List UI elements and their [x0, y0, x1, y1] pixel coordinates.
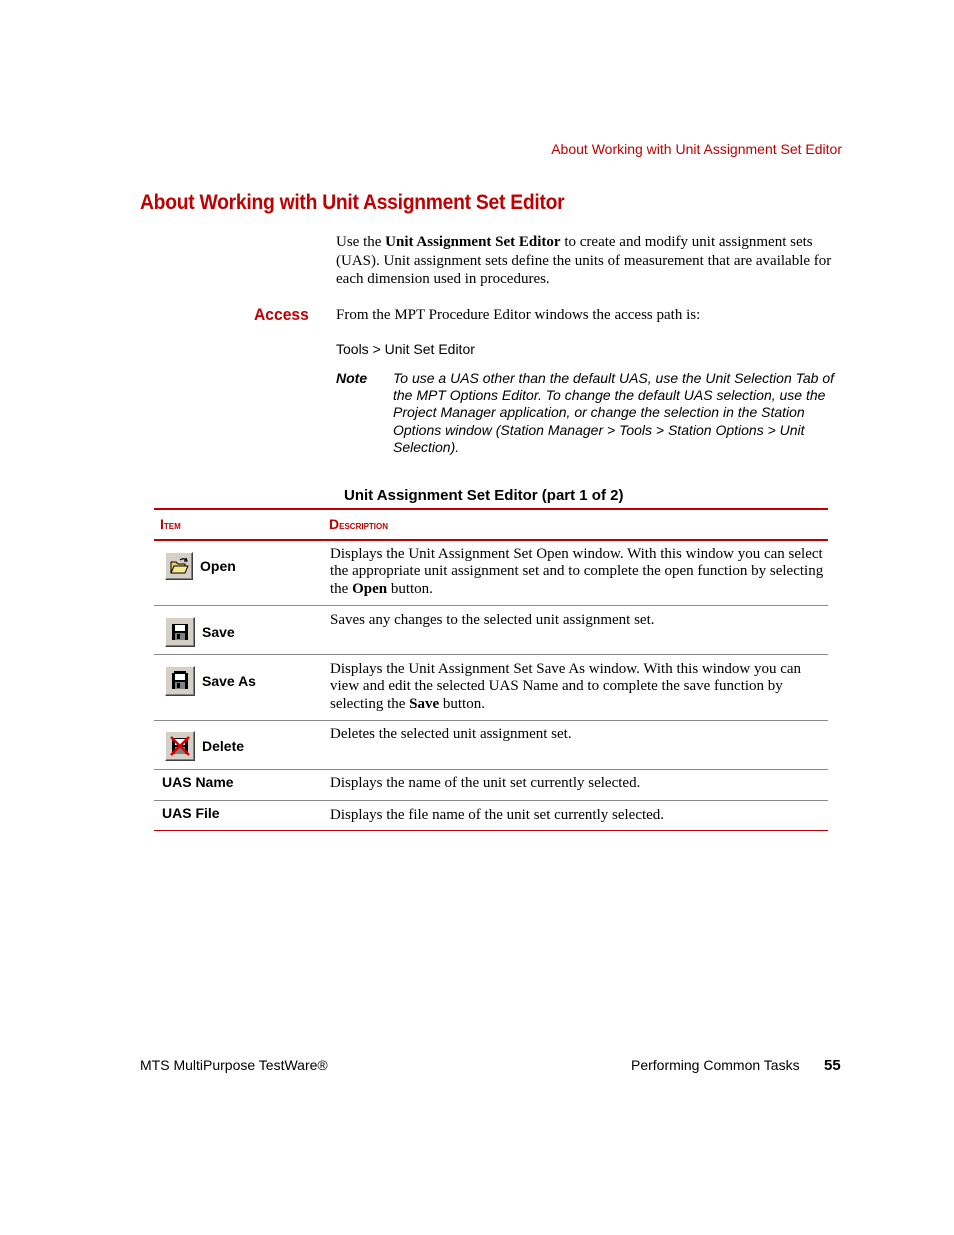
row-divider	[154, 654, 828, 655]
access-heading: Access	[254, 305, 309, 324]
item-open-description	[330, 546, 825, 598]
page-number: 55	[824, 1057, 841, 1074]
item-save-description: Saves any changes to the selected unit assignment set.	[330, 612, 655, 628]
item-open-label: Open	[200, 558, 236, 574]
intro-bold-term: Unit Assignment Set Editor	[385, 234, 561, 250]
intro-paragraph	[336, 233, 836, 289]
open-button[interactable]	[165, 552, 193, 580]
running-header: About Working with Unit Assignment Set Editor	[551, 141, 842, 157]
open-desc-suffix: button.	[387, 580, 433, 597]
column-header-item-initial: I	[160, 516, 164, 532]
save-as-desc-suffix: button.	[439, 695, 485, 712]
table-header-rule	[154, 539, 828, 541]
intro-prefix: Use the	[336, 234, 386, 250]
column-header-item-rest: tem	[163, 518, 181, 532]
row-divider	[154, 605, 828, 606]
item-save-label: Save	[202, 624, 235, 640]
table-bottom-rule	[154, 830, 828, 831]
column-header-desc-rest: escription	[339, 518, 389, 532]
save-as-desc-bold: Save	[409, 695, 440, 712]
column-header-description	[329, 516, 388, 532]
delete-button[interactable]	[165, 731, 195, 761]
item-delete-description: Deletes the selected unit assignment set.	[330, 726, 572, 742]
footer-product-name: MTS MultiPurpose TestWare®	[140, 1057, 328, 1073]
page-title: About Working with Unit Assignment Set Editor	[140, 191, 565, 214]
note-text: To use a UAS other than the default UAS, use the Unit Selection Tab of the MPT Options Editor. To change the default UAS selection, use the Project Manager application, or change the selection in the Station Options window (Station Manager > Tools > Station Options > Unit Selection).	[393, 370, 835, 455]
item-uas-name-label: UAS Name	[162, 774, 234, 790]
item-delete-label: Delete	[202, 738, 245, 754]
item-save-as-description	[330, 661, 825, 713]
column-header-item	[160, 516, 181, 532]
save-as-desc-prefix: Displays the Unit Assignment Set Save As window. With this window you can view and edit the selected UAS Name and to complete the save function by selecting the	[330, 661, 802, 712]
row-divider	[154, 769, 828, 770]
item-save-as-label: Save As	[202, 673, 256, 689]
item-uas-file-description: Displays the file name of the unit set currently selected.	[330, 807, 665, 823]
footer-chapter-title: Performing Common Tasks	[631, 1057, 800, 1073]
floppy-disk-icon	[169, 621, 191, 643]
column-header-desc-initial: D	[329, 516, 340, 532]
save-button[interactable]	[165, 617, 195, 647]
item-uas-name-description: Displays the name of the unit set currently selected.	[330, 775, 641, 791]
open-folder-icon	[169, 556, 189, 576]
open-desc-bold: Open	[352, 580, 388, 597]
table-caption: Unit Assignment Set Editor (part 1 of 2)	[344, 487, 624, 504]
note-label: Note	[336, 370, 368, 386]
row-divider	[154, 800, 828, 801]
delete-disk-icon	[169, 735, 191, 757]
table-top-rule	[154, 508, 828, 510]
intro-suffix: to create and modify unit assignment sets (UAS). Unit assignment sets define the units of measurement that are available for each dimension used in procedures.	[336, 234, 832, 287]
access-text: From the MPT Procedure Editor windows the access path is:	[336, 307, 701, 323]
item-uas-file-label: UAS File	[162, 805, 220, 821]
save-as-icon	[169, 670, 191, 692]
row-divider	[154, 720, 828, 721]
save-as-button[interactable]	[165, 666, 195, 696]
access-path: Tools > Unit Set Editor	[336, 341, 475, 357]
open-desc-prefix: Displays the Unit Assignment Set Open window. With this window you can select the appropriate unit assignment set and to complete the open function by selecting the	[330, 546, 824, 597]
